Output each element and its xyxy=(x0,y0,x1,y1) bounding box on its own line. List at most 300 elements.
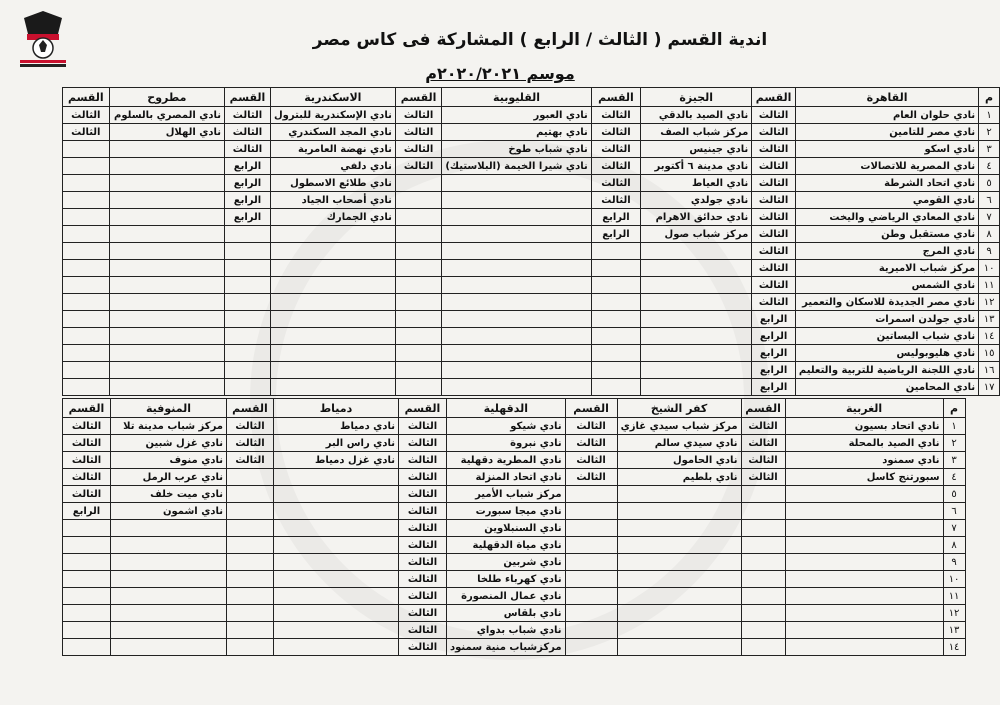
governorate-header: مطروح xyxy=(109,88,224,107)
club-name: نادي مدينة ٦ أكتوبر xyxy=(641,158,752,175)
club-name xyxy=(274,503,399,520)
club-division: الثالث xyxy=(752,141,796,158)
club-division xyxy=(565,605,617,622)
club-name xyxy=(617,605,741,622)
club-division xyxy=(741,639,785,656)
row-number: ١١ xyxy=(979,277,1000,294)
club-name xyxy=(785,520,943,537)
club-division: الثالث xyxy=(752,260,796,277)
table-row xyxy=(63,520,966,537)
club-name xyxy=(111,520,227,537)
club-division xyxy=(591,243,640,260)
club-name: نادي مستقبل وطن xyxy=(795,226,978,243)
club-name: نادي نهضة العامرية xyxy=(270,141,395,158)
club-division xyxy=(565,537,617,554)
club-name: نادي جولدي xyxy=(641,192,752,209)
club-name: نادي حلوان العام xyxy=(795,107,978,124)
club-name xyxy=(270,243,395,260)
club-division xyxy=(741,571,785,588)
club-division xyxy=(225,260,271,277)
club-division: الثالث xyxy=(395,107,442,124)
club-division xyxy=(395,294,442,311)
club-division: الرابع xyxy=(63,503,111,520)
governorate-header: المنوفية xyxy=(111,399,227,418)
row-number: ١٢ xyxy=(979,294,1000,311)
club-name: نادي سيدي سالم xyxy=(617,435,741,452)
row-number: ٥ xyxy=(979,175,1000,192)
club-division xyxy=(591,294,640,311)
row-number: ١٣ xyxy=(943,622,965,639)
club-name: نادي المرج xyxy=(795,243,978,260)
club-division xyxy=(63,362,110,379)
club-division xyxy=(395,277,442,294)
governorate-header: الدقهلية xyxy=(447,399,566,418)
club-name: مركز شباب الاميرية xyxy=(795,260,978,277)
club-name xyxy=(109,243,224,260)
club-name xyxy=(270,294,395,311)
club-name xyxy=(109,260,224,277)
club-division: الثالث xyxy=(752,192,796,209)
club-name: نادي المعادي الرياضي واليخت xyxy=(795,209,978,226)
club-division: الثالث xyxy=(591,141,640,158)
club-name xyxy=(274,622,399,639)
club-name: نادي عمال المنصورة xyxy=(447,588,566,605)
club-division xyxy=(225,294,271,311)
club-division: الثالث xyxy=(63,469,111,486)
club-division: الثالث xyxy=(741,452,785,469)
club-name: نادي راس البر xyxy=(274,435,399,452)
club-name: نادي بلطيم xyxy=(617,469,741,486)
club-name xyxy=(442,260,591,277)
club-division xyxy=(227,537,274,554)
row-number: ٤ xyxy=(943,469,965,486)
club-name xyxy=(442,277,591,294)
row-number: ١٢ xyxy=(943,605,965,622)
club-name xyxy=(274,469,399,486)
club-division xyxy=(63,260,110,277)
category-header: القسم xyxy=(395,88,442,107)
club-name: نادي شباب البساتين xyxy=(795,328,978,345)
club-name: نادي الإسكندرية للبترول xyxy=(270,107,395,124)
club-name: نادي المحامين xyxy=(795,379,978,396)
club-division xyxy=(395,192,442,209)
club-name xyxy=(442,311,591,328)
club-division xyxy=(565,520,617,537)
governorate-header: الغربية xyxy=(785,399,943,418)
club-name xyxy=(109,175,224,192)
governorate-header: القليوبية xyxy=(442,88,591,107)
club-division: الثالث xyxy=(591,175,640,192)
table-row xyxy=(63,277,1000,294)
club-name: نادي غزل دمياط xyxy=(274,452,399,469)
club-name xyxy=(109,328,224,345)
club-name: نادي شربين xyxy=(447,554,566,571)
club-division xyxy=(63,328,110,345)
club-name: نادي أصحاب الجياد xyxy=(270,192,395,209)
row-number: ١ xyxy=(943,418,965,435)
club-division: الثالث xyxy=(225,141,271,158)
club-division: الثالث xyxy=(399,469,447,486)
club-division xyxy=(591,311,640,328)
club-division: الثالث xyxy=(63,452,111,469)
club-division: الثالث xyxy=(399,520,447,537)
club-division xyxy=(395,209,442,226)
table-row xyxy=(63,124,1000,141)
club-division xyxy=(63,639,111,656)
club-name xyxy=(109,141,224,158)
top-table-header xyxy=(63,88,1000,107)
club-division xyxy=(63,520,111,537)
club-division: الثالث xyxy=(399,486,447,503)
club-division: الثالث xyxy=(399,588,447,605)
club-name: نادي بهتيم xyxy=(442,124,591,141)
club-division: الثالث xyxy=(399,503,447,520)
club-name: نادي الشمس xyxy=(795,277,978,294)
club-division xyxy=(741,486,785,503)
row-number: ١٥ xyxy=(979,345,1000,362)
club-division xyxy=(63,226,110,243)
club-name xyxy=(270,379,395,396)
club-name: نادي غزل شبين xyxy=(111,435,227,452)
table-row xyxy=(63,294,1000,311)
row-number: ٦ xyxy=(979,192,1000,209)
club-division xyxy=(741,520,785,537)
table-row xyxy=(63,107,1000,124)
club-name xyxy=(617,554,741,571)
table-row xyxy=(63,554,966,571)
club-division xyxy=(227,639,274,656)
club-name xyxy=(785,588,943,605)
club-name: نادي الحامول xyxy=(617,452,741,469)
page-title: اندية القسم ( الثالث / الرابع ) المشاركة فى كاس مصر xyxy=(312,30,768,50)
club-name xyxy=(785,537,943,554)
club-name: نادي الصيد بالدقي xyxy=(641,107,752,124)
category-header: القسم xyxy=(399,399,447,418)
club-name: نادي طلائع الاسطول xyxy=(270,175,395,192)
table-row xyxy=(63,469,966,486)
club-division: الثالث xyxy=(227,418,274,435)
club-division xyxy=(63,243,110,260)
club-name xyxy=(785,639,943,656)
club-name: مركز شباب مدينة تلا xyxy=(111,418,227,435)
club-name xyxy=(442,226,591,243)
table-row xyxy=(63,588,966,605)
club-name: نادي حدائق الاهرام xyxy=(641,209,752,226)
club-name: نادي مياة الدقهلية xyxy=(447,537,566,554)
club-name xyxy=(270,328,395,345)
club-division xyxy=(63,158,110,175)
club-name: نادي المصري بالسلوم xyxy=(109,107,224,124)
club-division: الثالث xyxy=(591,107,640,124)
club-division: الثالث xyxy=(752,226,796,243)
club-name xyxy=(270,260,395,277)
club-division xyxy=(227,520,274,537)
club-name xyxy=(641,328,752,345)
club-division xyxy=(63,175,110,192)
table-row xyxy=(63,503,966,520)
table-row xyxy=(63,226,1000,243)
club-division xyxy=(63,277,110,294)
club-division xyxy=(741,554,785,571)
row-number: ١٧ xyxy=(979,379,1000,396)
club-division: الثالث xyxy=(399,537,447,554)
club-name: نادي جينيس xyxy=(641,141,752,158)
club-name xyxy=(111,537,227,554)
table-row xyxy=(63,311,1000,328)
club-division xyxy=(227,588,274,605)
club-division: الثالث xyxy=(225,124,271,141)
governorate-header: كفر الشيخ xyxy=(617,399,741,418)
club-name xyxy=(274,571,399,588)
club-name: نادي شباب بدواي xyxy=(447,622,566,639)
club-division xyxy=(395,243,442,260)
club-division xyxy=(741,622,785,639)
club-division xyxy=(395,362,442,379)
row-number: ٧ xyxy=(943,520,965,537)
club-division: الثالث xyxy=(63,486,111,503)
club-name xyxy=(641,277,752,294)
club-division: الرابع xyxy=(752,328,796,345)
club-name: نادي مصر للتامين xyxy=(795,124,978,141)
row-number: ٥ xyxy=(943,486,965,503)
club-name: نادي اشمون xyxy=(111,503,227,520)
club-division xyxy=(225,311,271,328)
club-division: الثالث xyxy=(395,124,442,141)
table-row xyxy=(63,379,1000,396)
club-division: الثالث xyxy=(752,124,796,141)
club-division xyxy=(63,605,111,622)
club-name xyxy=(274,486,399,503)
club-division: الرابع xyxy=(225,175,271,192)
table-row xyxy=(63,192,1000,209)
club-division: الثالث xyxy=(565,418,617,435)
club-division: الرابع xyxy=(225,192,271,209)
table-row xyxy=(63,328,1000,345)
club-division: الثالث xyxy=(63,107,110,124)
club-division: الثالث xyxy=(399,639,447,656)
category-header: القسم xyxy=(741,399,785,418)
club-name xyxy=(785,486,943,503)
club-name xyxy=(109,192,224,209)
club-division xyxy=(225,345,271,362)
governorate-header: الاسكندرية xyxy=(270,88,395,107)
club-name: نادي دلفي xyxy=(270,158,395,175)
club-division: الثالث xyxy=(63,418,111,435)
table-row xyxy=(63,605,966,622)
club-division xyxy=(395,175,442,192)
club-name: نادي بلقاس xyxy=(447,605,566,622)
club-division: الرابع xyxy=(752,379,796,396)
club-division: الثالث xyxy=(591,192,640,209)
club-division xyxy=(63,554,111,571)
club-division: الثالث xyxy=(565,452,617,469)
category-header: القسم xyxy=(591,88,640,107)
club-division xyxy=(63,294,110,311)
club-division xyxy=(227,554,274,571)
num-header: م xyxy=(979,88,1000,107)
club-division xyxy=(63,345,110,362)
club-division xyxy=(225,328,271,345)
club-division: الثالث xyxy=(591,158,640,175)
club-name: نادي العياط xyxy=(641,175,752,192)
category-header: القسم xyxy=(63,399,111,418)
club-name xyxy=(274,537,399,554)
club-name: مركزشباب منية سمنود xyxy=(447,639,566,656)
club-division: الثالث xyxy=(227,452,274,469)
club-name xyxy=(109,362,224,379)
club-division xyxy=(591,379,640,396)
club-division xyxy=(63,311,110,328)
row-number: ١٦ xyxy=(979,362,1000,379)
table-row xyxy=(63,622,966,639)
club-name xyxy=(442,379,591,396)
club-name: نادي الجمارك xyxy=(270,209,395,226)
club-division xyxy=(63,209,110,226)
club-name xyxy=(617,622,741,639)
table-row xyxy=(63,260,1000,277)
club-division: الثالث xyxy=(399,418,447,435)
table-row xyxy=(63,537,966,554)
club-name: نادي اللجنة الرياضية للتربية والتعليم xyxy=(795,362,978,379)
table-row xyxy=(63,639,966,656)
club-division: الثالث xyxy=(752,209,796,226)
club-name xyxy=(641,260,752,277)
club-division xyxy=(565,554,617,571)
category-header: القسم xyxy=(63,88,110,107)
table-row xyxy=(63,141,1000,158)
club-name xyxy=(641,345,752,362)
club-division: الثالث xyxy=(565,469,617,486)
club-division xyxy=(565,639,617,656)
club-division xyxy=(395,260,442,277)
club-name: نادي المطرية دقهلية xyxy=(447,452,566,469)
club-name: نادي المجد السكندري xyxy=(270,124,395,141)
club-division xyxy=(227,486,274,503)
club-name xyxy=(109,158,224,175)
club-name xyxy=(274,605,399,622)
category-header: القسم xyxy=(752,88,796,107)
table-row xyxy=(63,486,966,503)
bottom-table-header xyxy=(63,399,966,418)
club-division xyxy=(63,571,111,588)
club-name xyxy=(442,209,591,226)
club-name: نادي نبروة xyxy=(447,435,566,452)
club-name xyxy=(270,311,395,328)
club-name: مركز شباب الصف xyxy=(641,124,752,141)
efa-logo xyxy=(16,8,70,70)
club-division: الثالث xyxy=(395,141,442,158)
club-name: مركز شباب صول xyxy=(641,226,752,243)
club-name xyxy=(109,209,224,226)
club-division: الثالث xyxy=(399,622,447,639)
row-number: ٨ xyxy=(943,537,965,554)
club-name xyxy=(641,362,752,379)
row-number: ٤ xyxy=(979,158,1000,175)
club-name xyxy=(109,294,224,311)
club-name xyxy=(270,345,395,362)
table-row xyxy=(63,418,966,435)
club-name xyxy=(641,243,752,260)
club-name: نادي اتحاد بسيون xyxy=(785,418,943,435)
table-row xyxy=(63,571,966,588)
club-name xyxy=(274,588,399,605)
table-row xyxy=(63,452,966,469)
club-division xyxy=(63,588,111,605)
row-number: ١١ xyxy=(943,588,965,605)
club-division: الثالث xyxy=(565,435,617,452)
club-name xyxy=(785,605,943,622)
club-division: الرابع xyxy=(752,362,796,379)
table-row xyxy=(63,435,966,452)
club-division: الثالث xyxy=(399,452,447,469)
club-name xyxy=(442,328,591,345)
club-division xyxy=(565,622,617,639)
club-division: الثالث xyxy=(741,418,785,435)
club-division xyxy=(225,226,271,243)
table-row xyxy=(63,345,1000,362)
club-division: الثالث xyxy=(225,107,271,124)
club-division xyxy=(395,311,442,328)
club-name xyxy=(617,639,741,656)
row-number: ١٠ xyxy=(979,260,1000,277)
club-division xyxy=(565,571,617,588)
club-name: سبورتنج كاسل xyxy=(785,469,943,486)
row-number: ١ xyxy=(979,107,1000,124)
club-division: الثالث xyxy=(752,107,796,124)
club-name xyxy=(111,588,227,605)
club-division: الثالث xyxy=(752,243,796,260)
club-name: نادي العبور xyxy=(442,107,591,124)
club-division: الرابع xyxy=(225,158,271,175)
club-division xyxy=(395,379,442,396)
club-name xyxy=(111,639,227,656)
club-name xyxy=(109,345,224,362)
club-name: نادي شباب طوخ xyxy=(442,141,591,158)
club-name xyxy=(641,294,752,311)
club-division: الثالث xyxy=(752,158,796,175)
row-number: ١٤ xyxy=(979,328,1000,345)
club-name xyxy=(111,622,227,639)
club-name xyxy=(111,554,227,571)
row-number: ٩ xyxy=(943,554,965,571)
club-division xyxy=(741,503,785,520)
club-name: نادي الصيد بالمحلة xyxy=(785,435,943,452)
club-name xyxy=(617,537,741,554)
club-name xyxy=(442,243,591,260)
club-name: نادي اتحاد المنزلة xyxy=(447,469,566,486)
club-division xyxy=(63,379,110,396)
row-number: ١٣ xyxy=(979,311,1000,328)
club-division: الرابع xyxy=(752,345,796,362)
club-division: الثالث xyxy=(399,605,447,622)
club-division: الثالث xyxy=(63,435,111,452)
bottom-clubs-table xyxy=(62,398,966,656)
num-header: م xyxy=(943,399,965,418)
row-number: ٣ xyxy=(943,452,965,469)
club-name xyxy=(617,571,741,588)
club-division xyxy=(591,345,640,362)
club-division: الثالث xyxy=(741,469,785,486)
row-number: ٣ xyxy=(979,141,1000,158)
club-name xyxy=(442,192,591,209)
row-number: ٢ xyxy=(943,435,965,452)
club-division xyxy=(395,226,442,243)
club-name xyxy=(617,503,741,520)
club-division xyxy=(591,277,640,294)
season-label: موسم ٢٠٢٠/٢٠٢١م xyxy=(425,64,575,83)
club-name: نادي منوف xyxy=(111,452,227,469)
club-name xyxy=(111,571,227,588)
